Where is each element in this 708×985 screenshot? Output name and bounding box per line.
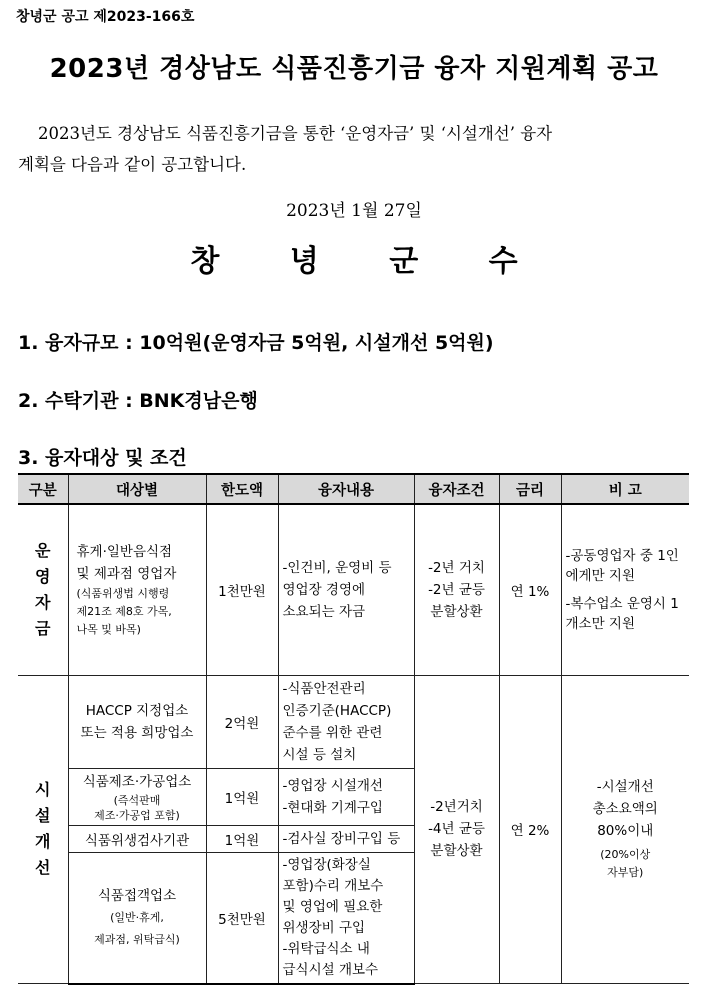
intro-line-1: 2023년도 경상남도 식품진흥기금을 통한 ‘운영자금’ 및 ‘시설개선’ 융자 [38,124,553,143]
section-trustee: 2. 수탁기관 : BNK경남은행 [18,390,258,412]
header-remarks: 비 고 [561,474,689,504]
content-cell: -영업장 시설개선 -현대화 기계구입 [278,768,414,825]
section-target-conditions: 3. 융자대상 및 조건 [18,447,187,469]
limit-cell: 1억원 [206,768,278,825]
terms-cell: -2년 거치 -2년 균등 분할상환 [414,504,499,675]
category-operating-funds: 운 영 자 금 [18,504,68,675]
notice-number: 창녕군 공고 제2023-166호 [16,9,195,25]
target-cell: 식품위생검사기관 [68,825,206,852]
content-cell: -인건비, 운영비 등 영업장 경영에 소요되는 자금 [278,504,414,675]
table-row [18,675,689,768]
remarks-cell: -시설개선 총소요액의 80%이내 (20%이상 자부담) [561,675,689,984]
header-content: 융자내용 [278,474,414,504]
section-loan-scale: 1. 융자규모 : 10억원(운영자금 5억원, 시설개선 5억원) [18,332,494,354]
header-target: 대상별 [68,474,206,504]
content-cell: -식품안전관리 인증기준(HACCP) 준수를 위한 관련 시설 등 설치 [278,675,414,768]
remarks-cell: -공동영업자 중 1인에게만 지원 -복수업소 운영시 1개소만 지원 [561,504,689,675]
header-rate: 금리 [499,474,561,504]
table-header-row [18,474,689,504]
issuer-name: 창 녕 군 수 [190,244,548,279]
page-title: 2023년 경상남도 식품진흥기금 융자 지원계획 공고 [49,54,659,84]
content-cell: -검사실 장비구입 등 [278,825,414,852]
limit-cell: 1천만원 [206,504,278,675]
target-cell: 휴게·일반음식점 및 제과점 영업자 (식품위생법 시행령 제21조 제8호 가목, 나목 및 바목) [68,504,206,675]
target-cell: HACCP 지정업소 또는 적용 희망업소 [68,675,206,768]
content-cell: -영업장(화장실 포함)수리 개보수 및 영업에 필요한 위생장비 구입 -위탁급식소 내 급식시설 개보수 [278,852,414,984]
header-limit: 한도액 [206,474,278,504]
intro-paragraph [18,118,698,180]
target-cell: 식품제조·가공업소 (즉석판매 제조·가공업 포함) [68,768,206,825]
target-cell: 식품접객업소 (일반·휴게, 제과점, 위탁급식) [68,852,206,984]
header-terms: 융자조건 [414,474,499,504]
loan-conditions-table [18,473,689,985]
terms-cell: -2년거치 -4년 균등 분할상환 [414,675,499,984]
header-category: 구분 [18,474,68,504]
table-row [18,504,689,675]
notice-date: 2023년 1월 27일 [286,201,422,221]
limit-cell: 5천만원 [206,852,278,984]
category-facility-improvement: 시 설 개 선 [18,675,68,984]
intro-line-2: 계획을 다음과 같이 공고합니다. [18,155,247,174]
rate-cell: 연 1% [499,504,561,675]
limit-cell: 1억원 [206,825,278,852]
limit-cell: 2억원 [206,675,278,768]
rate-cell: 연 2% [499,675,561,984]
